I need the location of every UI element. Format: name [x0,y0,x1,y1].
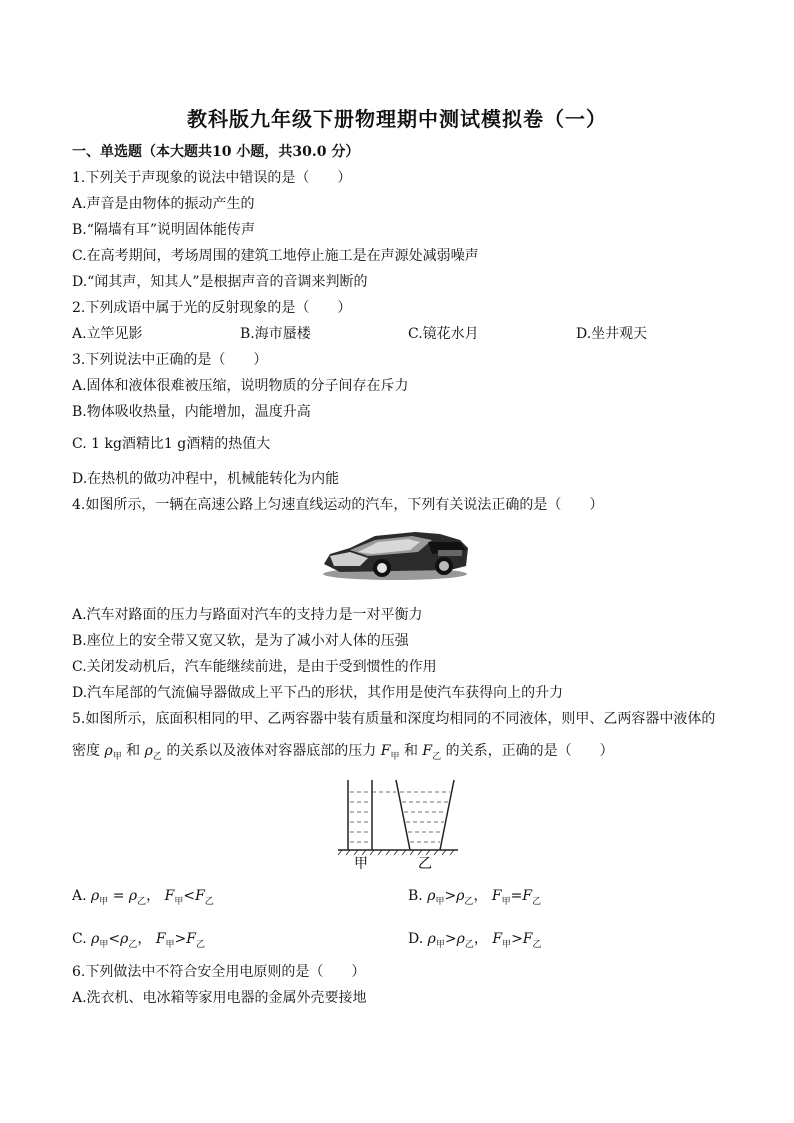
q1-stem: 1.下列关于声现象的说法中错误的是（ ） [72,170,352,186]
q1-option-b: B.“隔墙有耳”说明固体能传声 [72,222,256,238]
q5-stem-line1: 5.如图所示，底面积相同的甲、乙两容器中装有质量和深度均相同的不同液体，则甲、乙两容器中液体的 [72,711,716,727]
q3-option-d: D.在热机的做功冲程中，机械能转化为内能 [72,471,340,487]
sports-car-image [320,526,470,582]
page-title: 教科版九年级下册物理期中测试模拟卷（一） [187,107,607,131]
containers-diagram [334,772,460,872]
q2-option-d: D.坐井观天 [576,326,648,342]
q2-option-c: C.镜花水月 [408,326,479,342]
section-heading: 一、单选题（本大题共10 小题，共30.0 分） [72,144,360,160]
f-yi-symbol: $F_乙$ [422,743,442,762]
q5-option-c: C. $\rho_甲<\rho_乙$， $F_甲>F_乙$ [72,931,206,950]
q4-option-a: A.汽车对路面的压力与路面对汽车的支持力是一对平衡力 [72,607,423,623]
q3-stem: 3.下列说法中正确的是（ ） [72,352,268,368]
q5-stem-text-e: 的关系，正确的是（ ） [445,743,614,759]
q5-stem-line2 [72,741,614,767]
rho-jia-symbol: $\rho_甲$ [104,743,122,762]
q2-option-b: B.海市蜃楼 [240,326,311,342]
q5-option-d: D. $\rho_甲>\rho_乙$， $F_甲>F_乙$ [408,931,542,950]
q3-option-a: A.固体和液体很难被压缩，说明物质的分子间存在斥力 [72,378,409,394]
q4-option-c: C.关闭发动机后，汽车能继续前进，是由于受到惯性的作用 [72,659,437,675]
q1-option-a: A.声音是由物体的振动产生的 [72,196,255,212]
q6-stem: 6.下列做法中不符合安全用电原则的是（ ） [72,964,366,980]
f-jia-symbol: $F_甲$ [380,743,400,762]
q1-option-c: C.在高考期间，考场周围的建筑工地停止施工是在声源处减弱噪声 [72,248,479,264]
container-jia-label: 甲 [354,856,368,872]
rho-yi-symbol: $\rho_乙$ [144,743,162,762]
q4-stem: 4.如图所示，一辆在高速公路上匀速直线运动的汽车，下列有关说法正确的是（ ） [72,497,604,513]
q5-stem-text-d: 和 [403,743,418,759]
q5-option-b: B. $\rho_甲>\rho_乙$， $F_甲=F_乙$ [408,888,542,907]
q3-option-b: B.物体吸收热量，内能增加，温度升高 [72,404,311,420]
q5-stem-text-b: 和 [126,743,141,759]
q5-option-a: A. $\rho_甲 = \rho_乙$， $F_甲<F_乙$ [72,888,214,907]
q2-option-a: A.立竿见影 [72,326,143,342]
q4-option-d: D.汽车尾部的气流偏导器做成上平下凸的形状，其作用是使汽车获得向上的升力 [72,685,564,701]
q2-stem: 2.下列成语中属于光的反射现象的是（ ） [72,300,352,316]
q5-stem-text-c: 的关系以及液体对容器底部的压力 [166,743,377,759]
q4-option-b: B.座位上的安全带又宽又软，是为了减小对人体的压强 [72,633,409,649]
q1-option-d: D.“闻其声，知其人”是根据声音的音调来判断的 [72,274,368,290]
container-yi-label: 乙 [418,856,432,872]
q6-option-a: A.洗衣机、电冰箱等家用电器的金属外壳要接地 [72,990,367,1006]
q5-stem-text-a: 密度 [72,743,100,759]
q3-option-c: C. 1 kg酒精比1 g酒精的热值大 [72,436,271,452]
